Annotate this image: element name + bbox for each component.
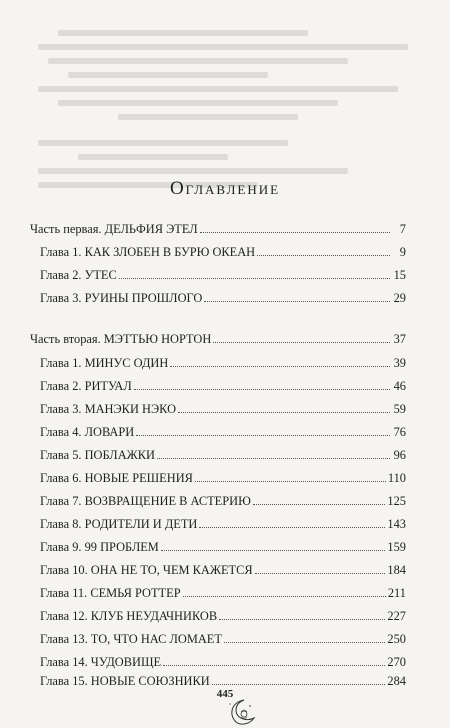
leader-dots	[200, 221, 390, 233]
chapter-page: 15	[393, 268, 406, 282]
toc-chapter[interactable]	[40, 378, 406, 394]
leader-dots	[224, 631, 385, 643]
part-2-title: Часть вторая. МЭТТЬЮ НОРТОН	[30, 332, 212, 346]
chapter-page: 9	[399, 245, 406, 259]
toc-part-2[interactable]	[30, 331, 406, 347]
chapter-page: 159	[387, 540, 406, 554]
page-number: 445	[216, 688, 234, 700]
toc-chapter[interactable]	[40, 355, 406, 371]
leader-dots	[134, 378, 390, 390]
chapter-page: 29	[393, 291, 406, 305]
toc-part-1[interactable]	[30, 221, 406, 237]
chapter-page: 39	[393, 356, 406, 370]
chapter-title: Глава 12. КЛУБ НЕУДАЧНИКОВ	[40, 609, 218, 623]
chapter-page: 143	[387, 517, 406, 531]
chapter-page: 110	[387, 471, 406, 485]
chapter-title: Глава 11. СЕМЬЯ РОТТЕР	[40, 586, 181, 600]
leader-dots	[161, 539, 386, 551]
leader-dots	[119, 267, 390, 279]
toc-chapter[interactable]	[40, 244, 406, 260]
leader-dots	[157, 447, 390, 459]
toc-chapter[interactable]	[40, 470, 406, 486]
chapter-title: Глава 3. РУИНЫ ПРОШЛОГО	[40, 291, 203, 305]
toc-chapter[interactable]	[40, 424, 406, 440]
chapter-page: 76	[393, 425, 406, 439]
toc-chapter[interactable]	[40, 608, 406, 624]
chapter-page: 211	[387, 586, 406, 600]
chapter-page: 59	[393, 402, 406, 416]
chapter-page: 250	[387, 632, 406, 646]
toc-chapter[interactable]	[40, 654, 406, 670]
toc-chapter[interactable]	[40, 516, 406, 532]
leader-dots	[213, 331, 390, 343]
part-1-page: 7	[399, 222, 406, 236]
toc-chapter[interactable]	[40, 673, 406, 689]
crescent-moon-ornament	[222, 698, 256, 726]
toc-chapter[interactable]	[40, 631, 406, 647]
chapter-page: 227	[387, 609, 406, 623]
chapter-title: Глава 4. ЛОВАРИ	[40, 425, 135, 439]
toc-chapter[interactable]	[40, 562, 406, 578]
chapter-title: Глава 3. МАНЭКИ НЭКО	[40, 402, 177, 416]
leader-dots	[219, 608, 385, 620]
chapter-title: Глава 15. НОВЫЕ СОЮЗНИКИ	[40, 674, 210, 688]
toc-chapter[interactable]	[40, 401, 406, 417]
chapter-title: Глава 13. ТО, ЧТО НАС ЛОМАЕТ	[40, 632, 222, 646]
chapter-title: Глава 8. РОДИТЕЛИ И ДЕТИ	[40, 517, 198, 531]
toc-chapter[interactable]	[40, 447, 406, 463]
chapter-page: 184	[387, 563, 406, 577]
chapter-page: 125	[387, 494, 406, 508]
chapter-title: Глава 2. УТЕС	[40, 268, 117, 282]
toc-chapter[interactable]	[40, 267, 406, 283]
leader-dots	[195, 470, 386, 482]
chapter-title: Глава 7. ВОЗВРАЩЕНИЕ В АСТЕРИЮ	[40, 494, 251, 508]
chapter-title: Глава 2. РИТУАЛ	[40, 379, 132, 393]
chapter-title: Глава 10. ОНА НЕ ТО, ЧЕМ КАЖЕТСЯ	[40, 563, 253, 577]
chapter-title: Глава 14. ЧУДОВИЩЕ	[40, 655, 162, 669]
chapter-page: 284	[387, 674, 406, 688]
leader-dots	[204, 290, 390, 302]
chapter-title: Глава 6. НОВЫЕ РЕШЕНИЯ	[40, 471, 193, 485]
leader-dots	[257, 244, 390, 256]
chapter-title: Глава 1. МИНУС ОДИН	[40, 356, 169, 370]
leader-dots	[163, 654, 385, 666]
toc-chapter[interactable]	[40, 290, 406, 306]
toc-chapter[interactable]	[40, 585, 406, 601]
leader-dots	[253, 493, 386, 505]
leader-dots	[199, 516, 385, 528]
part-1-title: Часть первая. ДЕЛЬФИЯ ЭТЕЛ	[30, 222, 198, 236]
part-2-page: 37	[393, 332, 406, 346]
chapter-page: 96	[393, 448, 406, 462]
leader-dots	[183, 585, 386, 597]
leader-dots	[255, 562, 386, 574]
chapter-title: Глава 1. КАК ЗЛОБЕН В БУРЮ ОКЕАН	[40, 245, 256, 259]
chapter-page: 270	[387, 655, 406, 669]
chapter-title: Глава 5. ПОБЛАЖКИ	[40, 448, 155, 462]
leader-dots	[178, 401, 390, 413]
chapter-title: Глава 9. 99 ПРОБЛЕМ	[40, 540, 159, 554]
leader-dots	[212, 673, 386, 685]
toc-chapter[interactable]	[40, 539, 406, 555]
toc-chapter[interactable]	[40, 493, 406, 509]
toc-title: Оглавление	[169, 178, 281, 199]
leader-dots	[136, 424, 390, 436]
chapter-page: 46	[393, 379, 406, 393]
leader-dots	[170, 355, 390, 367]
